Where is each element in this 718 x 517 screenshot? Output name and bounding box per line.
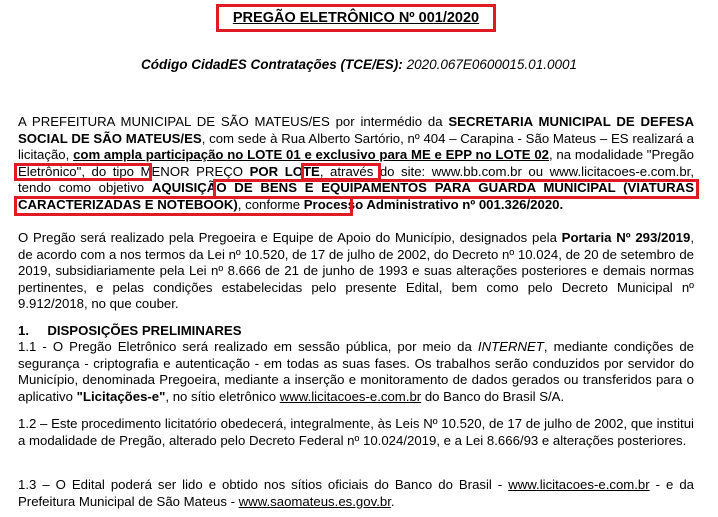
participation-note: com ampla participação no LOTE 01 e exclusivo para ME e EPP no LOTE 02 [73,147,549,163]
text: , de acordo com a nos termos da Lei nº 10.520, de 17 de julho de 2002, do Decreto nº 10.024, de 20 de setembro de 2019, subsidiariamente pela Lei nº 8.666 de 21 de junho de 1993 e suas alterações posteriores e demais normas pertinentes, e pelas condições estabelecidas pelo presente Edital, bem como pelo Decreto Municipal nº 9.912/2018, no que couber. [18,230,694,312]
section-number: 1. [18,323,29,338]
text: do Banco do Brasil S/A. [421,388,565,404]
text: , na modalidade "Pregão Eletrônico", do tipo MENOR PREÇO [18,147,694,179]
saomateus-link[interactable]: www.saomateus.es.gov.br [238,493,391,509]
codigo-value: 2020.067E0600015.01.0001 [406,57,577,72]
text: 1.3 – O Edital poderá ser lido e obtido nos sítios oficiais do Banco do Brasil - [18,477,509,492]
internet-term: INTERNET [477,339,544,354]
paragraph-pregao [18,230,694,313]
section-heading [18,323,694,340]
document-title: PREGÃO ELETRÔNICO Nº 001/2020 [216,4,496,32]
codigo-label: Código CidadES Contratações (TCE/ES): [141,57,403,72]
text: - e da Prefeitura Municipal de São Mateus - [18,477,694,509]
paragraph-1-1 [18,339,694,405]
text: , conforme [237,196,304,212]
licitacoes-app: "Licitações-e" [76,388,166,404]
text: , mediante condições de segurança - criptografia e autenticação - em todas as suas fases. Os trabalhos serão conduzidos por servidor do Município, denominada Pregoeira, mediante a inserção e monitoramento de dados gerados ou transferidos para o aplicativo [18,339,694,404]
text: , com sede à Rua Alberto Sartório, nº 404 – Carapina - São Mateus – ES realizará a licitação, [18,130,694,163]
portaria: Portaria Nº 293/2019 [561,230,691,245]
licitacoes-link[interactable]: www.licitacoes-e.com.br [508,477,650,492]
text: . [390,493,395,509]
objeto: AQUISIÇÃO DE BENS E EQUIPAMENTOS PARA GUARDA MUNICIPAL (VIATURAS CARACTERIZADAS E NOTEBOOK) [18,180,694,212]
text: O Pregão será realizado pela Pregoeira e Equipe de Apoio do Município, designados pela [18,230,562,245]
por-lote: POR LOTE [249,163,320,179]
paragraph-1-2: 1.2 – Este procedimento licitatório obedecerá, integralmente, às Leis Nº 10.520, de 17 de julho de 2002, que institui a modalidade de Pregão, alterado pelo Decreto Federal nº 10.024/2019, e a Lei 8.666/93 e alterações posteriores. [18,416,694,448]
text: , no sítio eletrônico [165,388,280,404]
paragraph-preambulo [18,114,694,214]
section-title: DISPOSIÇÕES PRELIMINARES [47,323,242,338]
licitacoes-link[interactable]: www.licitacoes-e.com.br [279,388,422,404]
text: , através do site: www.bb.com.br ou www.licitacoes-e.com.br, tendo como objetivo [18,163,695,196]
processo-administrativo: Processo Administrativo nº 001.326/2020. [303,196,564,212]
secretaria-name: SECRETARIA MUNICIPAL DE DEFESA SOCIAL DE SÃO MATEUS/ES [18,114,694,146]
text: 1.1 - O Pregão Eletrônico será realizado em sessão pública, por meio da [18,339,478,354]
paragraph-1-3 [18,477,694,510]
codigo-cidades [0,57,718,72]
text: A PREFEITURA MUNICIPAL DE SÃO MATEUS/ES por intermédio da [18,114,449,129]
